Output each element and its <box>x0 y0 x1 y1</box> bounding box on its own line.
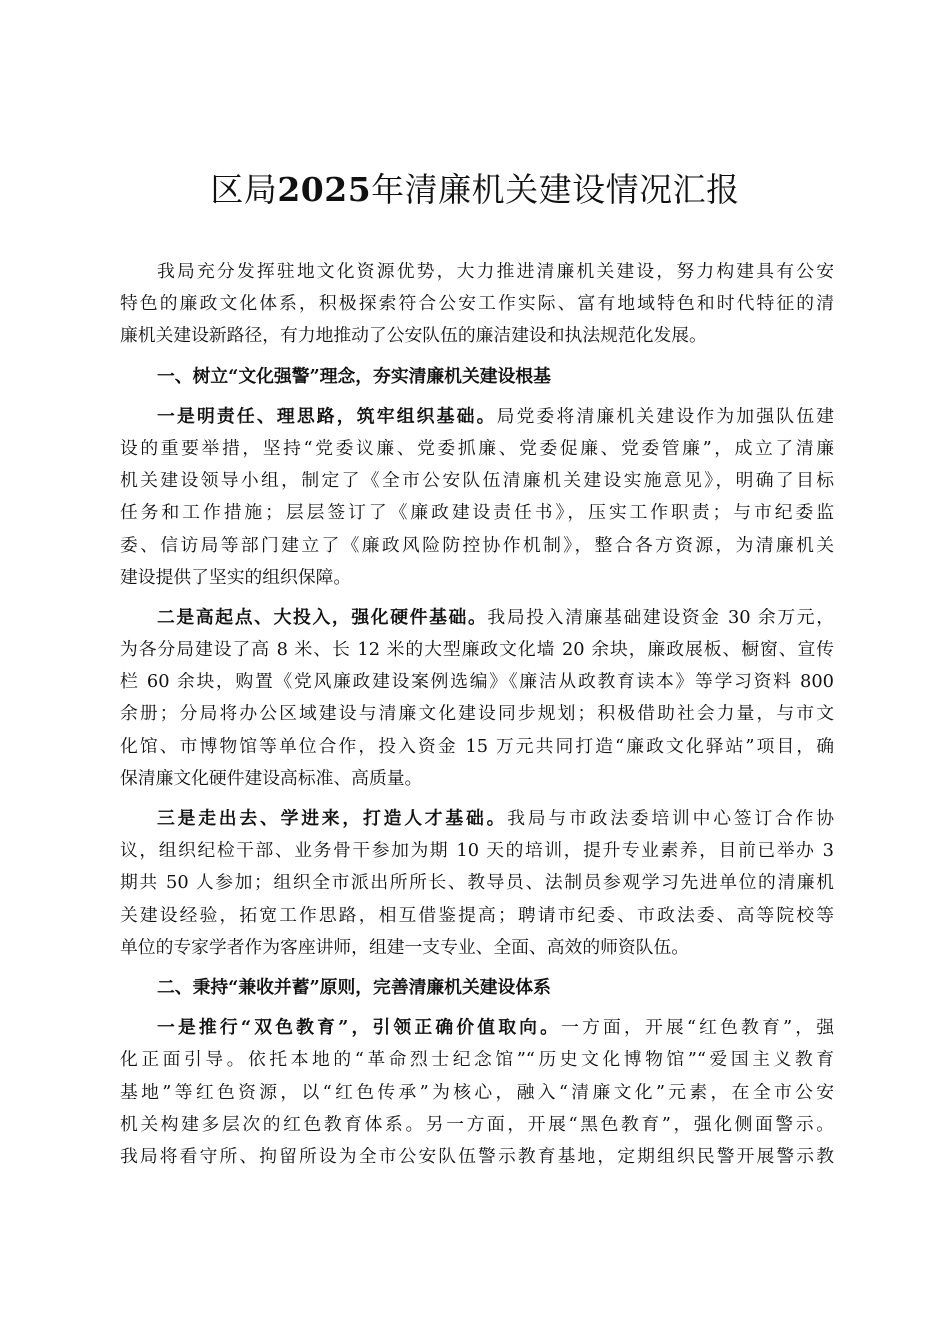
paragraph-text: 我局投入清廉基础建设资金 30 余万元， <box>487 606 834 628</box>
paragraph-lead: 三是走出去、学进来，打造人才基础。 <box>157 808 508 829</box>
text-line: 任务和工作措施；层层签订了《廉政建设责任书》，压实工作职责；与市纪委监 <box>120 502 834 524</box>
paragraph-text: 一方面，开展“红色教育”，强 <box>561 1017 834 1039</box>
text-line: 特色的廉政文化体系，积极探索符合公安工作实际、富有地域特色和时代特征的清 <box>120 293 834 315</box>
text-line: 期共 50 人参加；组织全市派出所所长、教导员、法制员参观学习先进单位的清廉机 <box>120 872 834 894</box>
paragraph <box>120 401 834 594</box>
text-line <box>120 1012 834 1044</box>
text-line: 我局将看守所、拘留所设为全市公安队伍警示教育基地，定期组织民警开展警示教 <box>120 1145 834 1167</box>
section-heading: 一、树立“文化强警”理念，夯实清廉机关建设根基 <box>157 365 551 387</box>
text-line: 基地”等红色资源，以“红色传承”为核心，融入“清廉文化”元素，在全市公安 <box>120 1081 834 1103</box>
text-line: 化正面引导。依托本地的“革命烈士纪念馆”“历史文化博物馆”“爱国主义教育 <box>120 1049 834 1071</box>
paragraph <box>120 1012 834 1173</box>
paragraph <box>120 803 834 964</box>
section-heading: 二、秉持“兼收并蓄”原则，完善清廉机关建设体系 <box>157 976 551 998</box>
text-line: 为各分局建设了高 8 米、长 12 米的大型廉政文化墙 20 余块，廉政展板、橱窗、宣传 <box>120 639 834 661</box>
paragraph-text: 局党委将清廉机关建设作为加强队伍建 <box>496 405 834 427</box>
text-line: 建设提供了坚实的组织保障。 <box>120 566 352 588</box>
text-line: 委、信访局等部门建立了《廉政风险防控协作机制》，整合各方资源，为清廉机关 <box>120 534 834 556</box>
text-line: 设的重要举措，坚持“党委议廉、党委抓廉、党委促廉、党委管廉”，成立了清廉 <box>120 437 834 459</box>
document-body <box>120 256 834 1173</box>
text-line <box>120 401 834 433</box>
text-line: 栏 60 余块，购置《党风廉政建设案例选编》《廉洁从政教育读本》等学习资料 800 <box>120 671 834 693</box>
text-line: 单位的专家学者作为客座讲师，组建一支专业、全面、高效的师资队伍。 <box>120 936 690 958</box>
title-suffix: 年清廉机关建设情况汇报 <box>371 170 740 209</box>
paragraph-text: 我局与市政法委培训中心签订合作协 <box>507 808 834 829</box>
text-line <box>120 602 834 634</box>
text-line: 廉机关建设新路径，有力地推动了公安队伍的廉洁建设和执法规范化发展。 <box>120 325 707 347</box>
title-year: 2025 <box>277 170 372 209</box>
text-line: 机关建设领导小组，制定了《全市公安队伍清廉机关建设实施意见》，明确了目标 <box>120 470 834 492</box>
paragraph-lead: 一是明责任、理思路，筑牢组织基础。 <box>157 405 497 427</box>
intro-paragraph <box>120 256 834 353</box>
text-line <box>120 803 834 835</box>
title-prefix: 区局 <box>210 170 278 209</box>
paragraph-lead: 二是高起点、大投入，强化硬件基础。 <box>157 606 488 628</box>
paragraph <box>120 602 834 795</box>
text-line: 化馆、市博物馆等单位合作，投入资金 15 万元共同打造“廉政文化驿站”项目，确 <box>120 735 834 757</box>
text-line: 机关构建多层次的红色教育体系。另一方面，开展“黑色教育”，强化侧面警示。 <box>120 1113 834 1135</box>
text-line: 保清廉文化硬件建设高标准、高质量。 <box>120 767 423 789</box>
paragraph-lead: 一是推行“双色教育”，引领正确价值取向。 <box>157 1017 562 1039</box>
text-line: 议，组织纪检干部、业务骨干参加为期 10 天的培训，提升专业素养，目前已举办 3 <box>120 840 834 862</box>
document-title <box>0 166 950 214</box>
text-line: 余册；分局将办公区域建设与清廉文化建设同步规划；积极借助社会力量，与市文 <box>120 703 834 725</box>
text-line: 我局充分发挥驻地文化资源优势，大力推进清廉机关建设，努力构建具有公安 <box>157 261 834 282</box>
text-line: 关建设经验，拓宽工作思路，相互借鉴提高；聘请市纪委、市政法委、高等院校等 <box>120 904 834 926</box>
